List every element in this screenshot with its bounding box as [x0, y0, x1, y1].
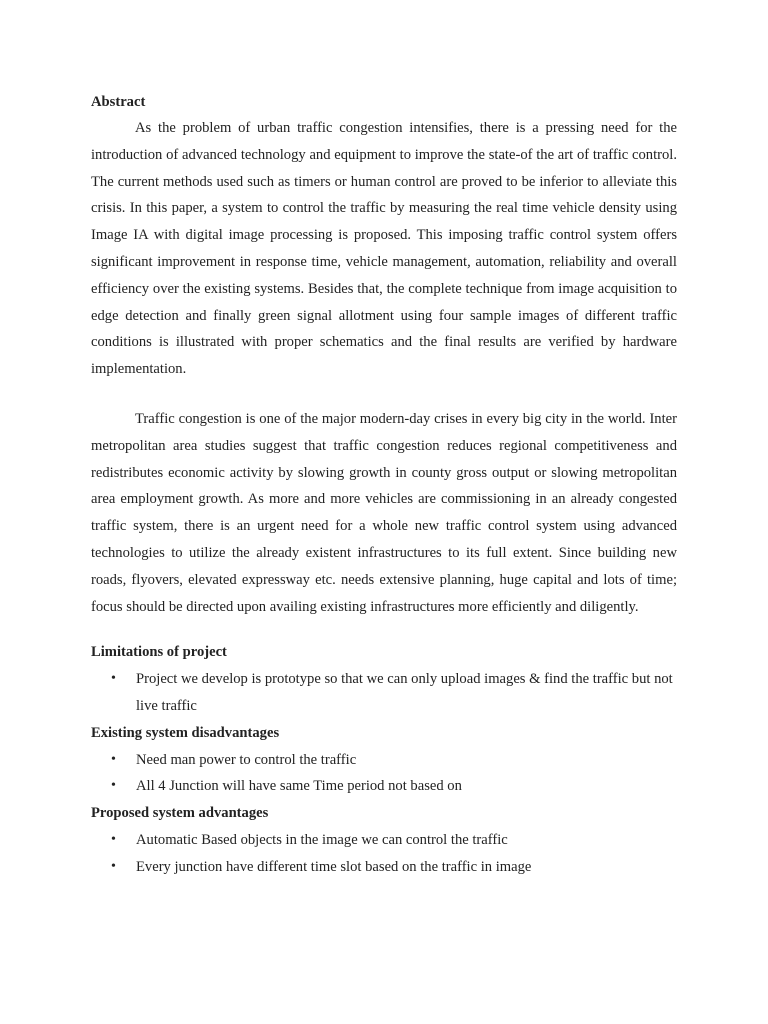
list-item	[91, 854, 677, 881]
bullet-icon: •	[111, 831, 116, 847]
bullet-icon: •	[111, 671, 116, 687]
abstract-paragraph: As the problem of urban traffic congestion intensifies, there is a pressing need for the introduction of advanced technology and equipment to improve the state-of the art of traffic control. The current methods used such as timers or human control are proved to be inferior to alleviate this crisis. In this paper, a system to control the traffic by measuring the real time vehicle density using Image IA with digital image processing is proposed. This imposing traffic control system offers significant improvement in response time, vehicle management, automation, reliability and overall efficiency over the existing systems. Besides that, the complete technique from image acquisition to edge detection and finally green signal allotment using four sample images of different traffic conditions is illustrated with proper schematics and the final results are verified by hardware implementation.	[91, 120, 677, 378]
bullet-icon: •	[111, 858, 116, 874]
existing-heading: Existing system disadvantages	[91, 724, 280, 741]
list-item-text: All 4 Junction will have same Time period not based on	[136, 778, 462, 795]
limitations-list	[91, 666, 677, 720]
list-item	[91, 827, 677, 854]
list-item	[91, 773, 677, 800]
limitations-heading: Limitations of project	[91, 644, 227, 661]
section-gap	[91, 620, 677, 639]
document-page	[91, 91, 677, 881]
list-item-text: Project we develop is prototype so that we can only upload images & find the traffic but not live traffic	[136, 671, 673, 714]
list-item-text: Need man power to control the traffic	[136, 751, 357, 768]
list-item-text: Automatic Based objects in the image we can control the traffic	[136, 831, 508, 848]
list-item-text: Every junction have different time slot based on the traffic in image	[136, 858, 532, 875]
proposed-list	[91, 827, 677, 881]
list-item	[91, 747, 677, 774]
existing-list	[91, 747, 677, 801]
paragraph-gap	[91, 383, 677, 406]
bullet-icon: •	[111, 751, 116, 767]
bullet-icon: •	[111, 778, 116, 794]
list-item	[91, 666, 677, 720]
abstract-heading: Abstract	[91, 94, 146, 110]
intro-paragraph: Traffic congestion is one of the major modern-day crises in every big city in the world. Inter metropolitan area studies suggest that traffic congestion reduces regional competitiveness and redistributes economic activity by slowing growth in county gross output or slowing metropolitan area employment growth. As more and more vehicles are commissioning in an already congested traffic system, there is an urgent need for a whole new traffic control system using advanced technologies to utilize the already existent infrastructures to its full extent. Since building new roads, flyovers, elevated expressway etc. needs extensive planning, huge capital and lots of time; focus should be directed upon availing existing infrastructures more efficiently and diligently.	[91, 410, 677, 615]
proposed-heading: Proposed system advantages	[91, 805, 269, 822]
